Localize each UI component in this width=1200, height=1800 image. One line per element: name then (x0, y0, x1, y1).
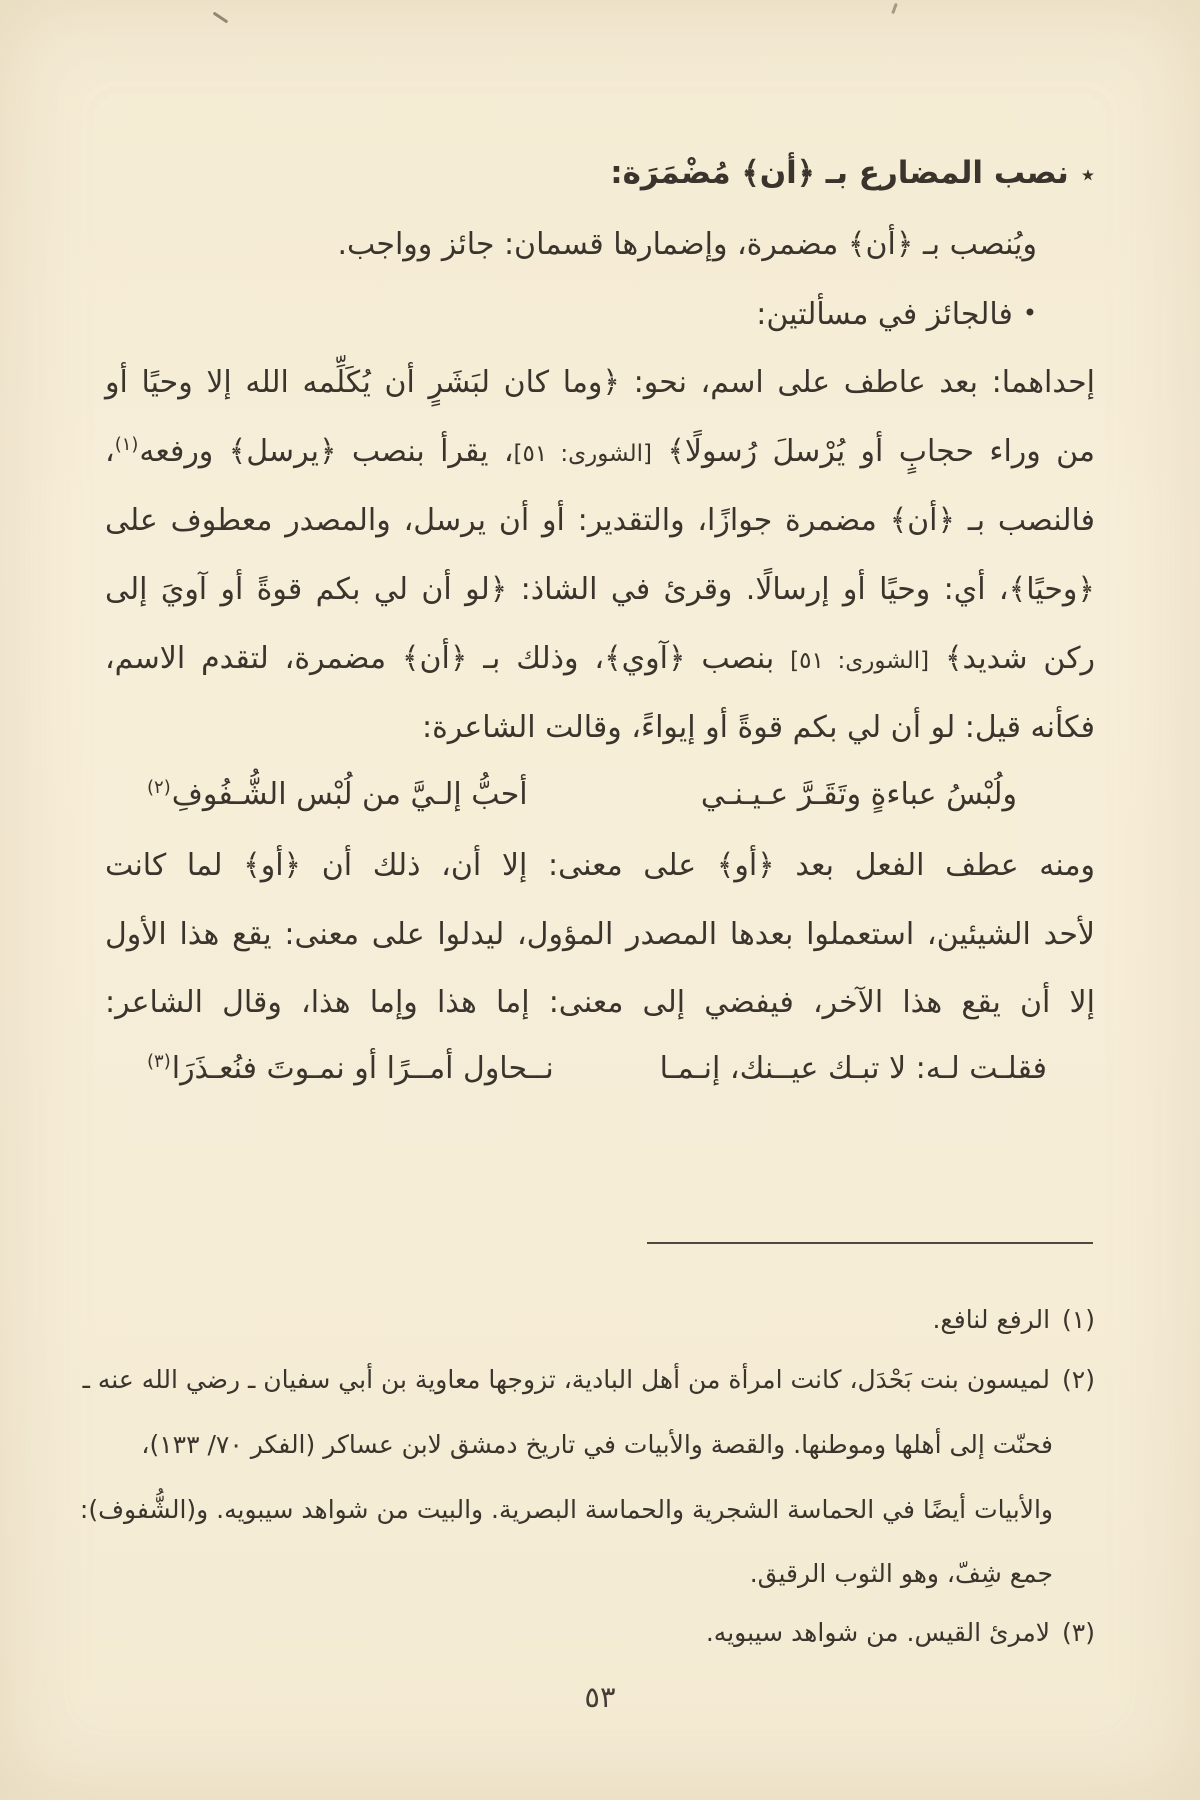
footnote-number: (١) (1062, 1305, 1095, 1334)
hemistich-left (147, 772, 528, 822)
hemistich-right: ولُبْسُ عباءةٍ وتَقَـرَّ عـيـنـي (700, 777, 1017, 812)
section-heading (105, 150, 1095, 198)
body-line-p2-3: إلا أن يقع هذا الآخر، فيفضي إلى معنى: إما هذا وإما هذا، وقال الشاعر: (105, 985, 1095, 1020)
footnote-number: (٣) (1062, 1618, 1095, 1647)
body-line-p2-2: لأحد الشيئين، استعملوا بعدها المصدر المؤول، ليدلوا على معنى: يقع هذا الأول (105, 917, 1095, 952)
footnote-text: لامرئ القيس. من شواهد سيبويه. (705, 1618, 1051, 1647)
asterisk-marker: ٭ (1080, 160, 1095, 190)
footnote-text: لميسون بنت بَحْدَل، كانت امرأة من أهل البادية، تزوجها معاوية بن أبي سفيان ـ رضي الله عنه ـ (82, 1365, 1051, 1394)
footnote-number: (٢) (1062, 1365, 1095, 1394)
verse-line-2 (105, 1046, 1095, 1096)
footnote-2-line-4: جمع شِفّ، وهو الثوب الرقيق. (749, 1559, 1053, 1588)
body-text: من وراء حجابٍ أو يُرْسلَ رُسولًا﴾ (651, 434, 1095, 469)
footnote-3 (105, 1613, 1095, 1653)
body-text: ، يقرأ بنصب ﴿يرسل﴾ ورفعه (139, 434, 514, 469)
body-line-p2-1: ومنه عطف الفعل بعد ﴿أو﴾ على معنى: إلا أن، ذلك أن ﴿أو﴾ لما كانت (105, 848, 1095, 883)
section-heading-text: نصب المضارع بـ ﴿أن﴾ مُضْمَرَة: (610, 155, 1069, 191)
hemistich-left (147, 1046, 554, 1096)
footnote-marker-3: (٣) (147, 1051, 171, 1072)
hemistich-right: فقلـت لـه: لا تبـك عيــنك، إنـمـا (659, 1051, 1047, 1086)
body-line-p1-1: إحداهما: بعد عاطف على اسم، نحو: ﴿وما كان لبَشَرٍ أن يُكَلِّمه الله إلا وحيًا أو (105, 365, 1095, 400)
footnote-1 (105, 1300, 1095, 1340)
hemistich-left-text: أحبُّ إلـيَّ من لُبْس الشُّـفُوفِ (171, 777, 528, 812)
footnote-marker-1: (١) (114, 434, 139, 455)
body-line-yunsab: ويُنصب بـ ﴿أن﴾ مضمرة، وإضمارها قسمان: جائز وواجب. (337, 227, 1037, 262)
footnote-2-line-1 (82, 1360, 1095, 1400)
verse-line-1 (105, 772, 1095, 822)
body-line-p1-3: فالنصب بـ ﴿أن﴾ مضمرة جوازًا، والتقدير: أو أن يرسل، والمصدر معطوف على (105, 503, 1095, 538)
text-block (79, 0, 1095, 1800)
footnote-text: الرفع لنافع. (932, 1305, 1051, 1334)
quran-ref: [الشورى: ٥١] (790, 648, 930, 674)
body-text: بنصب ﴿آوي﴾، وذلك بـ ﴿أن﴾ مضمرة، لتقدم الاسم، (105, 641, 791, 676)
body-text: ركن شديد﴾ (929, 641, 1095, 676)
footnote-2-line-2: فحنّت إلى أهلها وموطنها. والقصة والأبيات في تاريخ دمشق لابن عساكر (الفكر ٧٠/ ١٣٣)، (141, 1430, 1053, 1459)
body-line-p1-2 (105, 429, 1095, 479)
footnote-marker-2: (٢) (147, 777, 171, 798)
body-line-jaiz-text: فالجائز في مسألتين: (756, 297, 1013, 332)
body-line-p1-5 (105, 636, 1095, 684)
body-line-p1-4: ﴿وحيًا﴾، أي: وحيًا أو إرسالًا. وقرئ في الشاذ: ﴿لو أن لي بكم قوةً أو آويَ إلى (105, 572, 1095, 607)
hemistich-left-text: نــحاول أمــرًا أو نمـوتَ فنُعـذَرَا (171, 1051, 554, 1086)
bullet-icon: • (1022, 299, 1037, 327)
quran-ref: [الشورى: ٥١] (513, 441, 652, 467)
body-line-p1-6: فكأنه قيل: لو أن لي بكم قوةً أو إيواءً، وقالت الشاعرة: (421, 710, 1095, 745)
body-text: ، (105, 434, 115, 469)
footnote-divider (647, 1242, 1093, 1244)
page-number: ٥٣ (584, 1680, 616, 1714)
footnote-2-line-3: والأبيات أيضًا في الحماسة الشجرية والحماسة البصرية. والبيت من شواهد سيبويه. و(الشُّفوف): (79, 1495, 1053, 1524)
body-line-jaiz (105, 292, 1095, 339)
